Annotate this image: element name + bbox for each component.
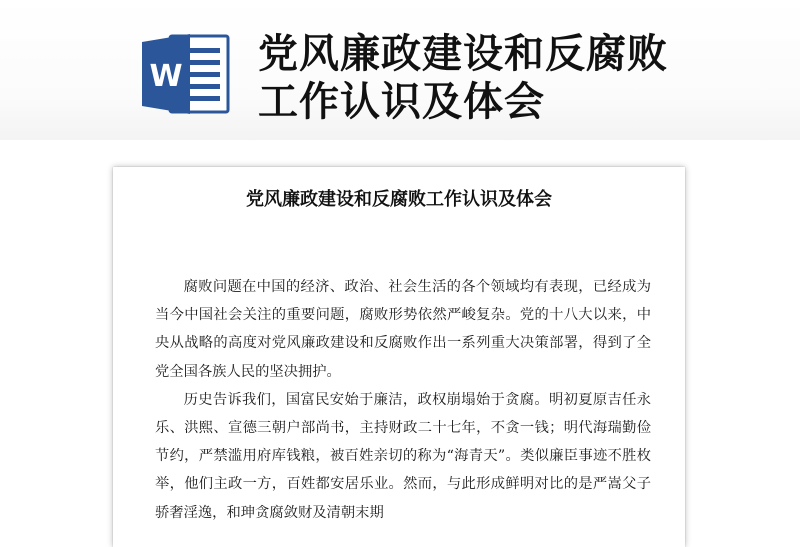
document-page [113, 167, 685, 547]
word-icon [140, 30, 232, 118]
document-body [155, 273, 651, 527]
header-banner [0, 0, 800, 140]
word-icon-letter: W [149, 59, 183, 94]
paragraph: 历史告诉我们，国富民安始于廉洁，政权崩塌始于贪腐。明初夏原吉任永乐、洪熙、宣德三朝户部尚书，主持财政二十七年，不贪一钱；明代海瑞勤俭节约，严禁滥用府库钱粮，被百姓亲切的称为“海青天”。类似廉臣事迹不胜枚举，他们主政一方，百姓都安居乐业。然而，与此形成鲜明对比的是严嵩父子骄奢淫逸，和珅贪腐敛财及清朝末期 [155, 391, 651, 521]
banner-title: 党风廉政建设和反腐败工作认识及体会 [258, 31, 668, 125]
document-title: 党风廉政建设和反腐败工作认识及体会 [246, 189, 552, 210]
paragraph: 腐败问题在中国的经济、政治、社会生活的各个领域均有表现，已经成为当今中国社会关注的重要问题，腐败形势依然严峻复杂。党的十八大以来，中央从战略的高度对党风廉政建设和反腐败作出一系列重大决策部署，得到了全党全国各族人民的坚决拥护。 [155, 279, 651, 380]
